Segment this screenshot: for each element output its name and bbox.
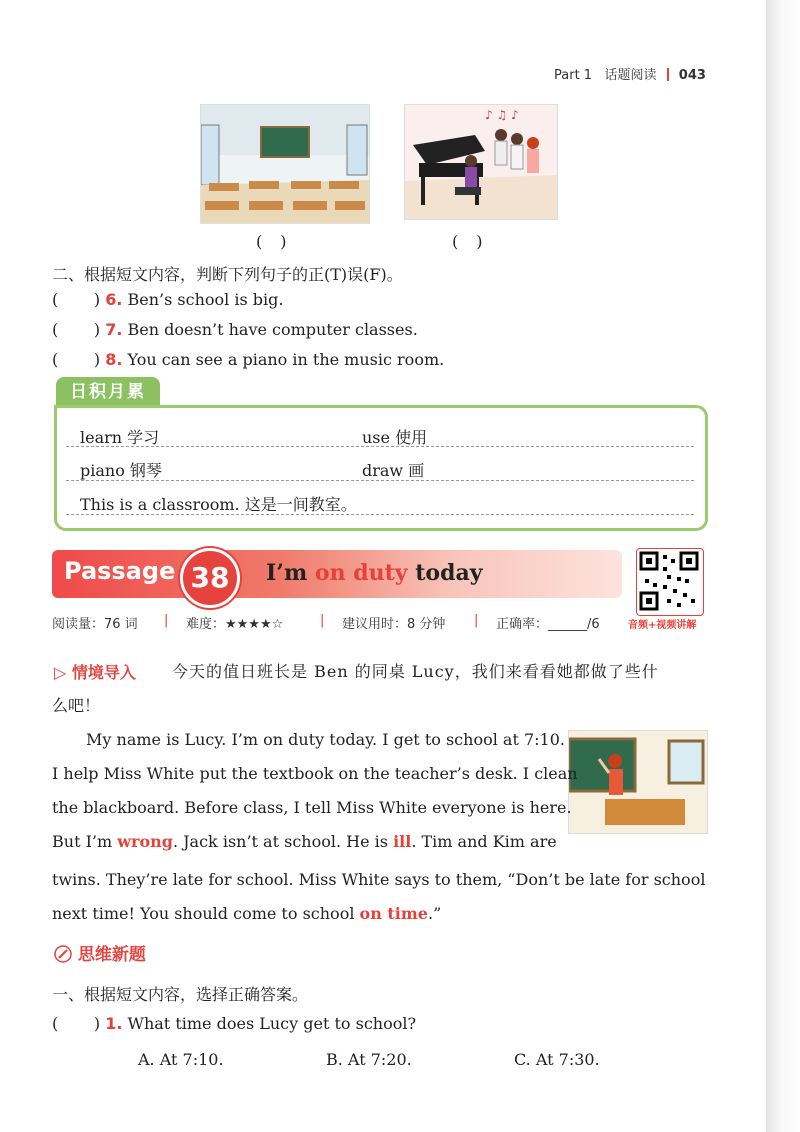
question-number: 6. <box>105 290 123 309</box>
lucy-blackboard-illustration <box>568 730 708 834</box>
music-room-drawing <box>405 105 557 219</box>
svg-text:♪ ♫ ♪: ♪ ♫ ♪ <box>485 108 519 122</box>
section1-title: 一、根据短文内容，选择正确答案。 <box>52 985 309 1004</box>
open-paren: ( <box>52 320 59 339</box>
meta-difficulty: 难度：★★★★☆ <box>186 617 284 632</box>
open-paren: ( <box>452 232 477 251</box>
page-edge <box>766 0 800 1132</box>
meta-separator: | <box>320 613 325 628</box>
text-run: But I’m <box>52 832 113 851</box>
open-paren: ( <box>52 350 59 369</box>
intro-line-2: 么吧！ <box>52 696 101 715</box>
header-divider <box>667 68 669 81</box>
answer-blank[interactable] <box>52 290 100 309</box>
qr-code[interactable] <box>636 548 704 616</box>
dashed-divider <box>66 514 694 515</box>
answer-blank[interactable] <box>52 350 100 369</box>
page-header <box>554 64 706 83</box>
highlight-ill: ill <box>393 832 412 851</box>
meta-words: 阅读量：76 词 <box>52 617 138 632</box>
section2-title: 二、根据短文内容，判断下列句子的正(T)误(F)。 <box>52 265 403 284</box>
close-paren: ) <box>93 1014 101 1033</box>
option-a[interactable]: A. At 7:10. <box>138 1050 224 1069</box>
text-run: .” <box>427 904 442 923</box>
open-paren: ( <box>256 232 281 251</box>
think-heading-text: 思维新题 <box>77 945 146 965</box>
title-highlight: on duty <box>314 560 408 586</box>
music-room-illustration <box>404 104 558 220</box>
question-text: You can see a piano in the music room. <box>127 350 445 369</box>
passage-line-6 <box>52 904 441 924</box>
qr-code-icon <box>637 549 701 613</box>
passage-line-2: I help Miss White put the textbook on the teacher’s desk. I clean <box>52 764 578 783</box>
intro-heading: ▷ 情境导入 <box>54 663 136 682</box>
vocab-tab: 日积月累 <box>56 377 160 407</box>
text-run: next time! You should come to school <box>52 904 355 923</box>
text-run: . Tim and Kim are <box>411 832 557 851</box>
vocab-use: use 使用 <box>362 428 428 447</box>
classroom-drawing <box>201 105 369 223</box>
passage-title <box>266 560 483 586</box>
vocab-learn: learn 学习 <box>80 428 160 447</box>
passage-line-5: twins. They’re late for school. Miss White says to them, “Don’t be late for school <box>52 870 706 889</box>
passage-line-4 <box>52 832 557 852</box>
close-paren: ) <box>93 290 101 309</box>
answer-blank[interactable] <box>52 1014 100 1033</box>
tf-item-7 <box>52 320 418 339</box>
answer-blank-picture-1[interactable] <box>256 232 305 251</box>
vocab-piano: piano 钢琴 <box>80 461 162 480</box>
passage-number: 38 <box>180 548 240 608</box>
pencil-circle-icon <box>54 945 72 963</box>
close-paren: ) <box>93 350 101 369</box>
vocab-draw: draw 画 <box>362 461 425 480</box>
page-number: 043 <box>678 68 706 83</box>
highlight-on-time: on time <box>359 904 428 923</box>
dashed-divider <box>66 480 694 481</box>
highlight-wrong: wrong <box>117 832 173 851</box>
vocab-sentence: This is a classroom. 这是一间教室。 <box>80 495 357 514</box>
section-label: 话题阅读 <box>604 68 657 83</box>
meta-time: 建议用时：8 分钟 <box>342 617 446 632</box>
option-c[interactable]: C. At 7:30. <box>514 1050 600 1069</box>
part-label: Part 1 <box>554 68 593 83</box>
classroom-illustration <box>200 104 370 224</box>
answer-blank[interactable] <box>52 320 100 339</box>
passage-line-3: the blackboard. Before class, I tell Miss White everyone is here. <box>52 798 572 817</box>
qr-label: 音频+视频讲解 <box>628 620 697 631</box>
question-text: Ben’s school is big. <box>127 290 284 309</box>
question-number: 7. <box>105 320 123 339</box>
dashed-divider <box>66 446 694 447</box>
think-heading <box>54 940 146 965</box>
option-b[interactable]: B. At 7:20. <box>326 1050 412 1069</box>
meta-separator: | <box>474 613 479 628</box>
question-number: 1. <box>105 1014 123 1033</box>
intro-line-1: 今天的值日班长是 Ben 的同桌 Lucy，我们来看看她都做了些什 <box>172 662 659 681</box>
tf-item-6 <box>52 290 283 309</box>
question-text: What time does Lucy get to school? <box>127 1014 417 1033</box>
tf-item-8 <box>52 350 444 369</box>
question-text: Ben doesn’t have computer classes. <box>127 320 418 339</box>
close-paren: ) <box>280 232 305 251</box>
close-paren: ) <box>476 232 501 251</box>
title-part: I’m <box>266 560 308 586</box>
text-run: . Jack isn’t at school. He is <box>172 832 388 851</box>
open-paren: ( <box>52 1014 59 1033</box>
lucy-drawing <box>569 731 707 833</box>
question-number: 8. <box>105 350 123 369</box>
answer-blank-picture-2[interactable] <box>452 232 501 251</box>
close-paren: ) <box>93 320 101 339</box>
meta-separator: | <box>164 613 169 628</box>
passage-label: Passage <box>64 557 176 585</box>
title-part: today <box>415 560 483 586</box>
meta-accuracy: 正确率：______/6 <box>496 617 600 632</box>
mc-question-1 <box>52 1014 416 1033</box>
passage-line-1: My name is Lucy. I’m on duty today. I get to school at 7:10. <box>86 730 565 749</box>
open-paren: ( <box>52 290 59 309</box>
